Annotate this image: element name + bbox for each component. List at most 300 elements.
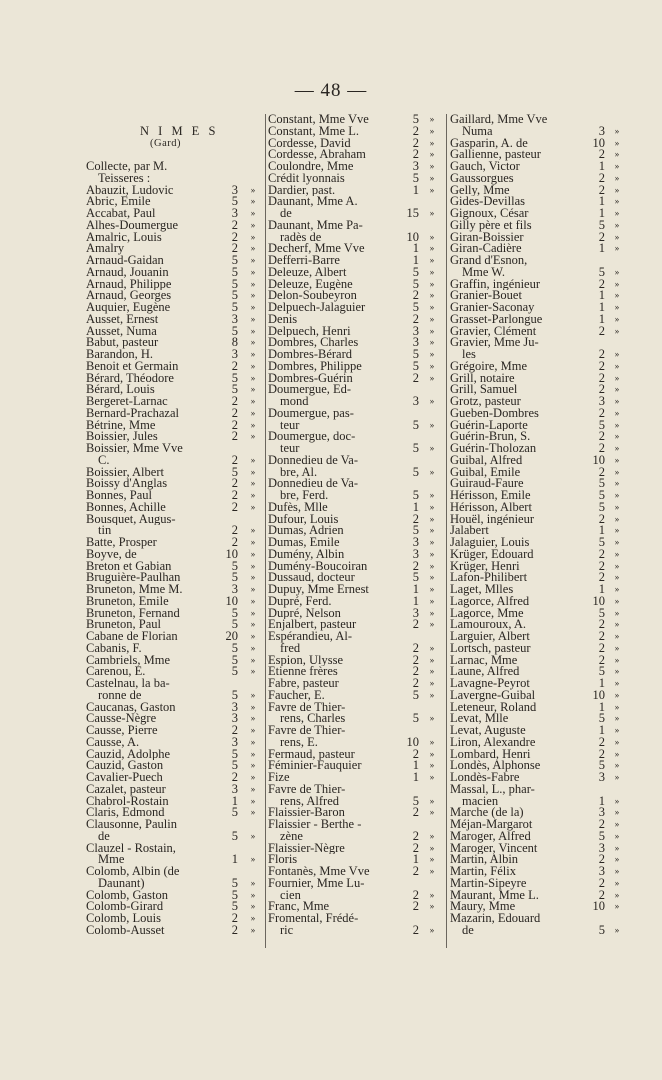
centimes-mark: » xyxy=(429,255,435,265)
list-item xyxy=(268,478,446,490)
list-item xyxy=(450,455,628,467)
list-item xyxy=(86,173,264,185)
subscriber-name: Bérard, Louis xyxy=(86,384,155,396)
subscriber-name: Grégoire, Mme xyxy=(450,360,528,373)
list-item xyxy=(86,702,264,714)
amount-value: 2 xyxy=(598,172,605,185)
list-item xyxy=(450,149,628,161)
list-item xyxy=(268,608,446,620)
list-item xyxy=(86,807,264,819)
subscriber-name: Krüger, Edouard xyxy=(450,548,534,561)
list-item xyxy=(86,455,264,467)
subscriber-name: bre, Ferd. xyxy=(280,490,329,502)
subscriber-name: Gallienne, pasteur xyxy=(450,149,541,161)
subscriber-name: rens, Charles xyxy=(280,713,346,725)
list-item xyxy=(268,502,446,514)
subscriber-name: Denis xyxy=(268,313,298,326)
subscriber-name: Levat, Auguste xyxy=(450,725,526,737)
centimes-mark: » xyxy=(614,149,620,160)
centimes-mark: » xyxy=(250,666,256,677)
subscriber-name: Teisseres : xyxy=(98,172,151,185)
subscriber-name: Bergeret-Larnac xyxy=(86,396,168,408)
centimes-mark: » xyxy=(614,654,620,665)
list-item xyxy=(86,314,264,326)
centimes-mark: » xyxy=(614,290,620,301)
subscriber-name: Fromental, Frédé- xyxy=(268,913,359,925)
amount-value: 3 xyxy=(231,783,238,796)
amount-value: 1 xyxy=(231,795,238,808)
amount-value: 5 xyxy=(412,349,419,361)
centimes-mark: » xyxy=(429,537,435,547)
subscriber-name: Gaussorgues xyxy=(450,172,514,185)
amount-value: 5 xyxy=(231,278,238,291)
amount-value: 3 xyxy=(231,313,238,326)
subscriber-name: Grasset-Parlongue xyxy=(450,313,543,326)
amount-value: 1 xyxy=(598,584,605,596)
subscriber-name: Londès-Fabre xyxy=(450,772,520,784)
centimes-mark: » xyxy=(429,619,435,630)
subscriber-name: Babut, pasteur xyxy=(86,337,159,349)
amount-value: 3 xyxy=(231,701,238,714)
amount-value: 1 xyxy=(231,854,238,866)
amount-value: 5 xyxy=(231,654,238,667)
centimes-mark: » xyxy=(614,901,620,912)
subscriber-name: Gelly, Mme xyxy=(450,184,510,197)
amount-value: 5 xyxy=(231,830,238,843)
subscriber-name: Bruneton, Paul xyxy=(86,619,161,631)
amount-value: 5 xyxy=(231,325,238,338)
subscriber-name: rens, E. xyxy=(280,736,318,749)
subscriber-name: Guérin-Laporte xyxy=(450,419,528,432)
amount-value: 2 xyxy=(412,748,419,761)
amount-value: 5 xyxy=(598,266,605,279)
amount-value: 1 xyxy=(598,525,605,537)
centimes-mark: » xyxy=(429,184,435,195)
list-item xyxy=(450,690,628,702)
subscriber-column-2 xyxy=(268,114,446,937)
subscriber-name: Larguier, Albert xyxy=(450,631,530,643)
amount-value: 5 xyxy=(231,619,238,631)
amount-value: 3 xyxy=(598,866,605,878)
amount-value: 1 xyxy=(412,760,419,772)
centimes-mark: » xyxy=(429,161,435,171)
centimes-mark: » xyxy=(429,678,435,688)
subscriber-name: Granier-Bouet xyxy=(450,290,522,302)
amount-value: 10 xyxy=(406,231,419,244)
subscriber-name: Etienne frères xyxy=(268,666,338,678)
subscriber-name: ric xyxy=(280,924,294,937)
centimes-mark: » xyxy=(250,830,256,841)
centimes-mark: » xyxy=(429,313,435,324)
amount-value: 2 xyxy=(598,278,605,291)
centimes-mark: » xyxy=(614,560,620,571)
centimes-mark: » xyxy=(250,501,256,512)
centimes-mark: » xyxy=(250,877,256,888)
subscriber-name: Collecte, par M. xyxy=(86,161,168,173)
subscriber-name: Guibal, Emile xyxy=(450,466,521,479)
subscriber-name: Lagorce, Mme xyxy=(450,607,524,620)
subscriber-name: Chabrol-Rostain xyxy=(86,795,169,808)
subscriber-name: Fize xyxy=(268,772,290,784)
centimes-mark: » xyxy=(429,666,435,677)
centimes-mark: » xyxy=(614,396,620,406)
subscriber-name: ronne de xyxy=(98,689,142,702)
centimes-mark: » xyxy=(429,243,435,254)
amount-value: 10 xyxy=(592,454,605,467)
subscriber-name: Batte, Prosper xyxy=(86,537,157,549)
amount-value: 5 xyxy=(231,760,238,772)
centimes-mark: » xyxy=(250,490,256,500)
amount-value: 2 xyxy=(598,619,605,631)
centimes-mark: » xyxy=(614,689,620,700)
amount-value: 1 xyxy=(598,243,605,255)
centimes-mark: » xyxy=(250,184,256,195)
subscriber-name: Favre de Thier- xyxy=(268,783,346,796)
list-item xyxy=(86,161,264,173)
amount-value: 2 xyxy=(598,325,605,338)
subscriber-name: Londès, Alphonse xyxy=(450,760,541,772)
amount-value: 5 xyxy=(231,689,238,702)
list-item xyxy=(86,208,264,220)
column-divider xyxy=(446,114,447,948)
list-item xyxy=(86,196,264,208)
centimes-mark: » xyxy=(250,701,256,712)
subscriber-name: Auquier, Eugène xyxy=(86,302,171,314)
subscriber-name: Marche (de la) xyxy=(450,807,524,819)
list-item xyxy=(450,490,628,502)
list-item xyxy=(450,478,628,490)
list-item xyxy=(450,173,628,185)
subscriber-name: Bétrine, Mme xyxy=(86,419,156,432)
list-item xyxy=(268,831,446,843)
subscriber-name: Carenou, E. xyxy=(86,666,146,678)
list-item xyxy=(86,290,264,302)
list-item xyxy=(450,408,628,420)
list-item xyxy=(86,690,264,702)
list-item xyxy=(268,643,446,655)
centimes-mark: » xyxy=(614,196,620,207)
centimes-mark: » xyxy=(250,525,256,536)
list-item xyxy=(268,854,446,866)
list-item xyxy=(86,361,264,373)
list-item xyxy=(86,279,264,291)
centimes-mark: » xyxy=(429,114,435,124)
centimes-mark: » xyxy=(250,419,256,430)
list-item xyxy=(86,384,264,396)
subscriber-name: Grill, notaire xyxy=(450,372,515,385)
list-item xyxy=(268,913,446,925)
centimes-mark: » xyxy=(614,736,620,747)
centimes-mark: » xyxy=(250,560,256,571)
amount-value: 5 xyxy=(412,490,419,502)
list-item xyxy=(86,925,264,937)
list-item xyxy=(268,655,446,667)
list-item xyxy=(450,138,628,150)
amount-value: 2 xyxy=(231,924,238,937)
amount-value: 2 xyxy=(231,396,238,408)
subscriber-name: Gaillard, Mme Vve xyxy=(450,114,548,126)
amount-value: 5 xyxy=(231,901,238,913)
list-item xyxy=(86,443,264,455)
list-item xyxy=(450,337,628,349)
subscriber-name: Donnedieu de Va- xyxy=(268,478,359,490)
amount-value: 2 xyxy=(231,525,238,537)
subscriber-name: Benoit et Germain xyxy=(86,360,179,373)
subscriber-name: les xyxy=(462,349,476,361)
centimes-mark: » xyxy=(614,137,620,148)
amount-value: 5 xyxy=(231,889,238,902)
list-item xyxy=(450,760,628,772)
list-item xyxy=(268,631,446,643)
subscriber-name: Doumergue, pas- xyxy=(268,407,354,420)
subscriber-name: Guérin-Tholozan xyxy=(450,443,537,455)
subscriber-name: Colomb, Albin (de xyxy=(86,866,180,878)
amount-value: 1 xyxy=(412,184,419,197)
centimes-mark: » xyxy=(429,607,435,618)
list-item xyxy=(450,854,628,866)
list-item xyxy=(86,913,264,925)
centimes-mark: » xyxy=(614,819,620,829)
amount-value: 2 xyxy=(412,290,419,302)
subscriber-name: Méjan-Margarot xyxy=(450,819,533,831)
list-item xyxy=(450,796,628,808)
amount-value: 3 xyxy=(412,396,419,408)
subscriber-name: Flaissier-Baron xyxy=(268,807,345,819)
centimes-mark: » xyxy=(614,830,620,841)
centimes-mark: » xyxy=(429,443,435,453)
amount-value: 3 xyxy=(412,325,419,338)
amount-value: 2 xyxy=(412,642,419,655)
centimes-mark: » xyxy=(250,689,256,700)
list-item xyxy=(450,925,628,937)
list-item xyxy=(86,431,264,443)
list-item xyxy=(86,185,264,197)
centimes-mark: » xyxy=(250,713,256,724)
subscriber-name: Arnaud, Philippe xyxy=(86,278,172,291)
subscriber-name: Favre de Thier- xyxy=(268,725,346,737)
amount-value: 5 xyxy=(412,795,419,808)
centimes-mark: » xyxy=(250,255,256,265)
centimes-mark: » xyxy=(250,278,256,289)
centimes-mark: » xyxy=(614,490,620,500)
subscriber-name: Cabane de Florian xyxy=(86,631,178,643)
subscriber-name: Claris, Edmond xyxy=(86,807,165,819)
centimes-mark: » xyxy=(429,302,435,312)
list-item xyxy=(268,760,446,772)
list-item xyxy=(268,925,446,937)
amount-value: 3 xyxy=(231,184,238,197)
amount-value: 1 xyxy=(598,725,605,737)
centimes-mark: » xyxy=(250,619,256,630)
list-item xyxy=(450,267,628,279)
amount-value: 5 xyxy=(598,666,605,678)
centimes-mark: » xyxy=(614,454,620,465)
list-item xyxy=(268,196,446,208)
subscriber-name: Fournier, Mme Lu- xyxy=(268,877,365,890)
list-item xyxy=(450,290,628,302)
amount-value: 2 xyxy=(598,431,605,443)
amount-value: 2 xyxy=(412,513,419,526)
centimes-mark: » xyxy=(614,266,620,277)
list-item xyxy=(268,208,446,220)
subscriber-name: Colomb-Girard xyxy=(86,901,164,913)
centimes-mark: » xyxy=(614,866,620,876)
centimes-mark: » xyxy=(429,396,435,406)
amount-value: 5 xyxy=(598,478,605,490)
subscriber-name: Dombres, Philippe xyxy=(268,360,362,373)
amount-value: 2 xyxy=(231,407,238,420)
centimes-mark: » xyxy=(429,866,435,876)
amount-value: 5 xyxy=(231,748,238,761)
subscriber-name: Daunant, Mme Pa- xyxy=(268,219,363,232)
list-item xyxy=(450,596,628,608)
subscriber-name: Ausset, Ernest xyxy=(86,313,159,326)
subscriber-name: Abric, Emile xyxy=(86,196,151,208)
centimes-mark: » xyxy=(429,419,435,430)
list-item xyxy=(450,243,628,255)
list-item xyxy=(86,337,264,349)
list-item xyxy=(86,561,264,573)
amount-value: 2 xyxy=(598,736,605,749)
amount-value: 1 xyxy=(412,584,419,596)
centimes-mark: » xyxy=(429,889,435,900)
amount-value: 2 xyxy=(231,454,238,467)
centimes-mark: » xyxy=(250,243,256,254)
amount-value: 1 xyxy=(598,302,605,314)
centimes-mark: » xyxy=(250,325,256,336)
centimes-mark: » xyxy=(614,642,620,653)
amount-value: 10 xyxy=(592,137,605,150)
centimes-mark: » xyxy=(429,901,435,912)
amount-value: 2 xyxy=(412,842,419,855)
amount-value: 5 xyxy=(412,302,419,314)
list-item xyxy=(86,784,264,796)
list-item xyxy=(268,384,446,396)
centimes-mark: » xyxy=(429,807,435,818)
subscriber-name: Houël, ingénieur xyxy=(450,513,535,526)
centimes-mark: » xyxy=(429,172,435,183)
list-item xyxy=(86,655,264,667)
centimes-mark: » xyxy=(250,231,256,242)
amount-value: 5 xyxy=(231,372,238,385)
amount-value: 2 xyxy=(412,149,419,161)
subscriber-name: tin xyxy=(98,525,112,537)
centimes-mark: » xyxy=(614,595,620,606)
centimes-mark: » xyxy=(614,713,620,724)
list-item xyxy=(268,337,446,349)
subscriber-name: bre, Al. xyxy=(280,466,318,479)
amount-value: 5 xyxy=(412,443,419,455)
centimes-mark: » xyxy=(429,278,435,289)
subscriber-name: Alhes-Doumergue xyxy=(86,219,179,232)
centimes-mark: » xyxy=(614,889,620,900)
amount-value: 2 xyxy=(412,619,419,631)
amount-value: 1 xyxy=(412,854,419,866)
amount-value: 2 xyxy=(412,560,419,573)
list-item xyxy=(268,572,446,584)
amount-value: 5 xyxy=(231,290,238,302)
subscriber-name: Colomb, Gaston xyxy=(86,889,168,902)
amount-value: 1 xyxy=(598,208,605,220)
subscriber-name: Bruneton, Mme M. xyxy=(86,584,183,596)
subscriber-name: Jalabert xyxy=(450,525,489,537)
centimes-mark: » xyxy=(614,631,620,641)
amount-value: 2 xyxy=(598,466,605,479)
list-item xyxy=(268,420,446,432)
subscriber-name: Granier-Saconay xyxy=(450,302,535,314)
centimes-mark: » xyxy=(614,725,620,735)
subscriber-name: Deleuze, Eugène xyxy=(268,278,353,291)
subscriber-name: Dardier, past. xyxy=(268,184,336,197)
amount-value: 2 xyxy=(412,125,419,138)
amount-value: 2 xyxy=(412,889,419,902)
subscriber-name: Arnaud-Gaidan xyxy=(86,255,164,267)
centimes-mark: » xyxy=(614,537,620,547)
subscriber-name: Delon-Soubeyron xyxy=(268,290,357,302)
subscriber-name: Accabat, Paul xyxy=(86,208,156,220)
column-divider xyxy=(265,114,266,948)
amount-value: 10 xyxy=(225,548,238,561)
subscriber-name: Colomb, Louis xyxy=(86,913,162,925)
list-item xyxy=(450,866,628,878)
amount-value: 5 xyxy=(412,278,419,291)
centimes-mark: » xyxy=(250,807,256,818)
subscriber-name: Constant, Mme L. xyxy=(268,125,359,138)
list-item xyxy=(450,196,628,208)
amount-value: 2 xyxy=(598,149,605,161)
list-item xyxy=(268,361,446,373)
list-item xyxy=(450,302,628,314)
list-item xyxy=(450,420,628,432)
subscriber-name: Mme W. xyxy=(462,266,506,279)
centimes-mark: » xyxy=(250,466,256,477)
centimes-mark: » xyxy=(429,842,435,853)
subscriber-name: Laget, Mlles xyxy=(450,584,514,596)
centimes-mark: » xyxy=(614,184,620,195)
amount-value: 5 xyxy=(231,466,238,479)
list-item xyxy=(86,255,264,267)
amount-value: 5 xyxy=(412,466,419,479)
subscriber-name: Maroger, Alfred xyxy=(450,830,531,843)
centimes-mark: » xyxy=(429,466,435,477)
centimes-mark: » xyxy=(614,231,620,242)
amount-value: 5 xyxy=(412,360,419,373)
amount-value: 2 xyxy=(598,642,605,655)
list-item xyxy=(450,807,628,819)
list-item xyxy=(450,561,628,573)
centimes-mark: » xyxy=(614,302,620,312)
subscriber-name: Lafon-Philibert xyxy=(450,572,528,584)
subscriber-name: Lavagne-Peyrot xyxy=(450,678,530,690)
list-item xyxy=(86,901,264,913)
centimes-mark: » xyxy=(250,642,256,653)
subscriber-name: Dufès, Mlle xyxy=(268,501,328,514)
list-item xyxy=(268,232,446,244)
list-item xyxy=(450,655,628,667)
list-item xyxy=(86,220,264,232)
list-item xyxy=(86,302,264,314)
amount-value: 20 xyxy=(225,631,238,643)
list-item xyxy=(450,831,628,843)
subscriber-name: Dufour, Louis xyxy=(268,513,339,526)
amount-value: 8 xyxy=(231,337,238,349)
centimes-mark: » xyxy=(614,795,620,806)
subscriber-name: rens, Alfred xyxy=(280,795,340,808)
page-number: — 48 — xyxy=(294,80,368,101)
list-item xyxy=(450,819,628,831)
centimes-mark: » xyxy=(614,854,620,865)
subscriber-name: Dumas, Adrien xyxy=(268,525,344,537)
